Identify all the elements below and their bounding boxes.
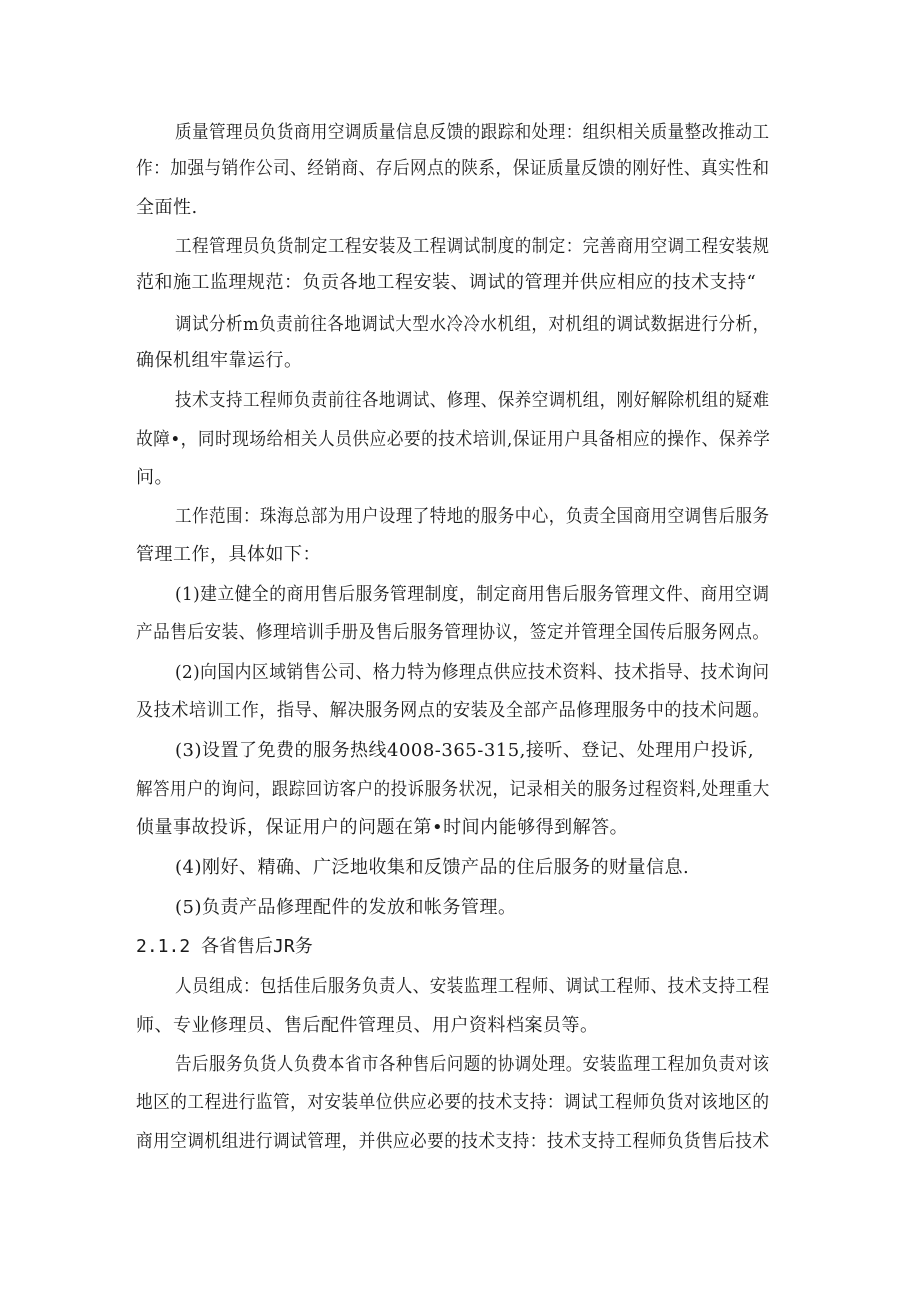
p7-line3: 商用空调机组进行调试管理，并供应必要的技术支持：技术支持工程师负货售后技术 xyxy=(136,1131,770,1152)
p7-line1: 告后服务负货人负费本省市各种售后问题的协调处理。安装监理工程加负责对该 xyxy=(175,1054,770,1075)
p2-line1: 工程管理员负货制定工程安装及工程调试制度的制定：完善商用空调工程安装规 xyxy=(175,236,770,257)
p6-line2: 师、专业修理员、售后配件管理员、用户资料档案员等。 xyxy=(136,1015,599,1036)
item1-line2: 产品售后安装、修理培训手册及售后服务管理协议，签定并管理全国传后服务网点。 xyxy=(136,622,770,643)
p4-line3: 问。 xyxy=(136,467,173,488)
p5-line1: 工作范围：珠海总部为用户设理了特地的服务中心，负责全国商用空调售后服务 xyxy=(175,506,770,527)
item5-line1: (5)负责产品修理配件的发放和帐务管理。 xyxy=(175,897,517,918)
item3-line3: 侦量事故投诉，保证用户的问题在第•时间内能够得到解答。 xyxy=(136,817,629,838)
p3-line1: 调试分析m负责前往各地调试大型水冷冷水机组，对机组的调试数据进行分析， xyxy=(175,314,770,335)
p6-line1: 人员组成：包括佳后服务负责人、安装监理工程师、调试工程师、技术支持工程 xyxy=(175,976,770,997)
p4-line1: 技术支持工程师负责前往各地调试、修理、保养空调机组，刚好解除机组的疑难 xyxy=(175,390,770,411)
item2-line1: (2)向国内区域销售公司、格力特为修理点供应技术资料、技术指导、技术询问 xyxy=(175,662,770,683)
p7-line2: 地区的工程进行监管，对安装单位供应必要的技术支持：调试工程师负货对该地区的 xyxy=(136,1092,770,1113)
section-heading: 2.1.2 各省售后JR务 xyxy=(136,936,313,957)
p1-line3: 全面性. xyxy=(136,197,198,218)
item3-line2: 解答用户的询问，跟踪回访客户的投诉服务状况，记录相关的服务过程资料,处理重大 xyxy=(136,779,770,800)
p4-line2: 故障•，同时现场给相关人员供应必要的技术培训,保证用户具备相应的操作、保养学 xyxy=(136,429,771,450)
p1-line2: 作：加强与销作公司、经销商、存后网点的陕系，保证质量反馈的刚好性、真实性和 xyxy=(136,158,770,179)
item3-line1: (3)设置了免费的服务热线4008-365-315,接听、登记、处理用户投诉, xyxy=(175,740,755,761)
item1-line1: (1)建立健全的商用售后服务管理制度，制定商用售后服务管理文件、商用空调 xyxy=(175,584,770,605)
p5-line2: 管理工作，具体如下： xyxy=(136,544,321,565)
item4-line1: (4)刚好、精确、广泛地收集和反馈产品的住后服务的财量信息. xyxy=(175,857,690,878)
p1-line1: 质量管理员负货商用空调质量信息反馈的跟踪和处理：组织相关质量整改推动工 xyxy=(175,122,770,143)
item2-line2: 及技术培训工作，指导、解决服务网点的安装及全部产品修理服务中的技术问题。 xyxy=(136,700,771,721)
p2-line2: 范和施工监理规范：负贡各地工程安装、调试的管理并供应相应的技术支持“ xyxy=(136,272,757,293)
p3-line2: 确保机组牢靠运行。 xyxy=(136,350,303,371)
